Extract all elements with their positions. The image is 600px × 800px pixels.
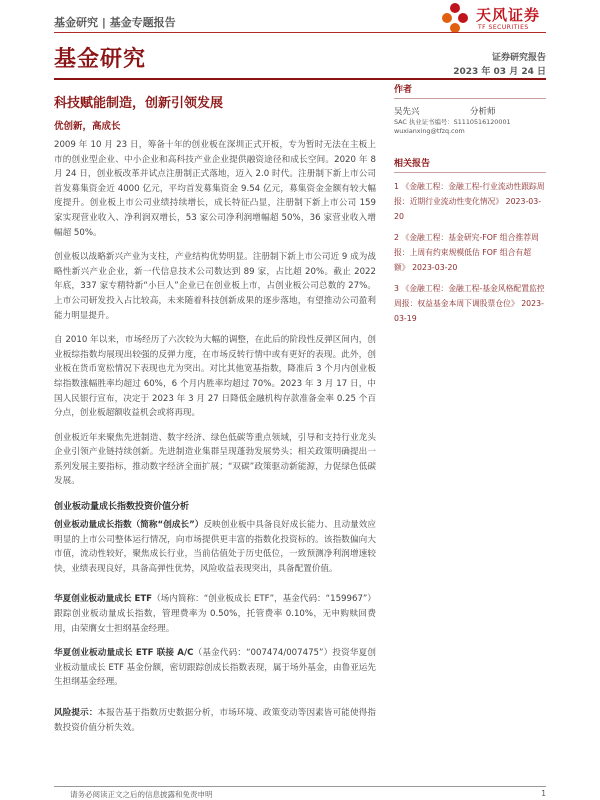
author-heading: 作者	[394, 82, 546, 99]
related-report-link[interactable]: 2 《金融工程：基金研究-FOF 组合推荐周报：上周有约束规模低估 FOF 组合有超额》 2023-03-20	[394, 233, 539, 272]
paragraph-lead: 创业板动量成长指数（简称“创成长”）	[54, 520, 204, 531]
brand-name: 天风证券	[476, 6, 541, 24]
paragraph: 自 2010 年以来，市场经历了六次较为大幅的调整，在此后的阶段性反弹区间内，创业板综指数均展现出较强的反弹力度，在市场反转行情中或有更好的表现。此外，创业板在货币宽松情况下表现也尤为突出。对比其他宽基指数，降准后 3 个月内创业板综指数涨幅胜率均超过 60%，6 个月内胜率均超过 70%。2023 年 3 月 17 日，中国人民银行宣布，决定于 2023 年 3 月 27 日降低金融机构存款准备金率 0.25 个百分点，创业板超额收益机会或将再现。	[54, 335, 376, 419]
section-heading: 创业板动量成长指数投资价值分析	[54, 502, 190, 513]
related-reports	[394, 179, 546, 326]
breadcrumb: 基金研究 | 基金专题报告	[54, 16, 176, 29]
report-subtitle: 科技赋能制造，创新引领发展	[54, 96, 224, 111]
page-number: 1	[541, 789, 546, 798]
footer-divider	[54, 786, 546, 787]
related-heading: 相关报告	[394, 156, 546, 173]
risk-text: 本报告基于指数历史数据分析，市场环境、政策变动等因素皆可能使得指数投资价值分析失效。	[54, 708, 376, 733]
paragraph-text: 反映创业板中具备良好成长能力、且动量效应明显的上市公司整体运行情况，向市场提供更丰富的指数化投资标的。该指数偏向大市值，流动性较好，聚焦成长行业，当前估值处于历史低位，一致预测净利润增速较快，业绩表现良好，具备高弹性优势，风险收益表现突出，具备配置价值。	[54, 520, 376, 574]
paragraph-lead: 华夏创业板动量成长 ETF 联接 A/C	[54, 648, 194, 659]
paragraph: 创业板以战略新兴产业为支柱，产业结构优势明显。注册制下新上市公司近 9 成为战略性新兴产业企业，新一代信息技术公司数达到 89 家，占比超 20%。截止 2022 年底，337 家专精特新“小巨人”企业已在创业板上市，占创业板公司总数的 27%。上市公司研发投入占比较高，未来随着科技创新成果的逐步落地，有望推动公司盈利能力明显提升。	[54, 252, 376, 321]
author-name: 吴先兴	[394, 107, 420, 117]
title-divider	[54, 78, 546, 80]
paragraph	[54, 518, 376, 576]
author-role: 分析师	[470, 107, 496, 117]
paragraph: 创业板近年来聚焦先进制造、数字经济、绿色低碳等重点领域，引导和支持行业龙头企业引领产业链持续创新。先进制造业集群呈现蓬勃发展势头；相关政策明确提出一系列发展主要指标，推动数字经济全面扩展；“双碳”政策驱动新能源，力促绿色低碳发展。	[54, 432, 376, 487]
page-header	[54, 6, 546, 31]
paragraph-lead: 华夏创业板动量成长 ETF	[54, 594, 153, 605]
paragraph-text: （基金代码：“007474/007475”）投资华夏创业板动量成长 ETF 基金份额，密切跟踪创成长指数表现，属于场外基金，由鲁亚运先生担纲基金经理。	[54, 648, 376, 688]
paragraph	[54, 592, 376, 636]
author-row	[394, 105, 546, 118]
author-sac: SAC 执业证书编号：S1110516120001	[394, 118, 511, 126]
tf-logo-icon	[440, 2, 470, 34]
author-email[interactable]: wuxianxing@tfzq.com	[394, 127, 465, 135]
header-divider	[54, 32, 546, 33]
report-type: 证券研究报告	[491, 53, 546, 63]
risk-label: 风险提示：	[54, 708, 98, 718]
paragraph	[54, 646, 376, 690]
risk-warning	[54, 706, 376, 735]
main-content	[54, 118, 376, 745]
paragraph-text: （场内简称：“创业板成长 ETF”，基金代码：“159967”）跟踪创业板动量成长指数，管理费率为 0.50%，托管费率 0.10%，无申购赎回费用，由荣膺女士担纲基金经理。	[54, 594, 376, 634]
report-date: 2023 年 03 月 24 日	[453, 67, 546, 77]
section-heading: 优创新，高成长	[54, 121, 121, 132]
brand-name-en: TF SECURITIES	[478, 24, 529, 31]
related-report-link[interactable]: 3 《金融工程：金融工程-基金风格配置监控周报：权益基金本周下调股票仓位》 2023-03-19	[394, 284, 545, 323]
disclaimer-text: 请务必阅读正文之后的信息披露和免责申明	[70, 790, 213, 799]
related-report-link[interactable]: 1 《金融工程：金融工程-行业流动性跟踪周报：近期行业流动性变化情况》 2023-03-20	[394, 182, 545, 221]
page-title: 基金研究	[54, 47, 147, 72]
paragraph: 2009 年 10 月 23 日，筹备十年的创业板在深圳正式开板，专为暂时无法在主板上市的创业型企业、中小企业和高科技产业企业提供融资途径和成长空间。2020 年 8 月 24 日，创业板改革并试点注册制正式落地，迈入 2.0 时代。注册制下新上市公司首发募集资金近 4000 亿元，平均首发募集资金 9.54 亿元，募集资金金额有较大幅度提升。创业板上市公司业绩持续增长，成长特征凸显，注册制下新上市公司 159 家实现营业收入、净利润双增长，53 家公司净利润增幅超 50%，36 家营业收入增幅超 50%。	[54, 140, 376, 238]
sidebar	[394, 82, 546, 332]
page-footer	[0, 788, 600, 800]
